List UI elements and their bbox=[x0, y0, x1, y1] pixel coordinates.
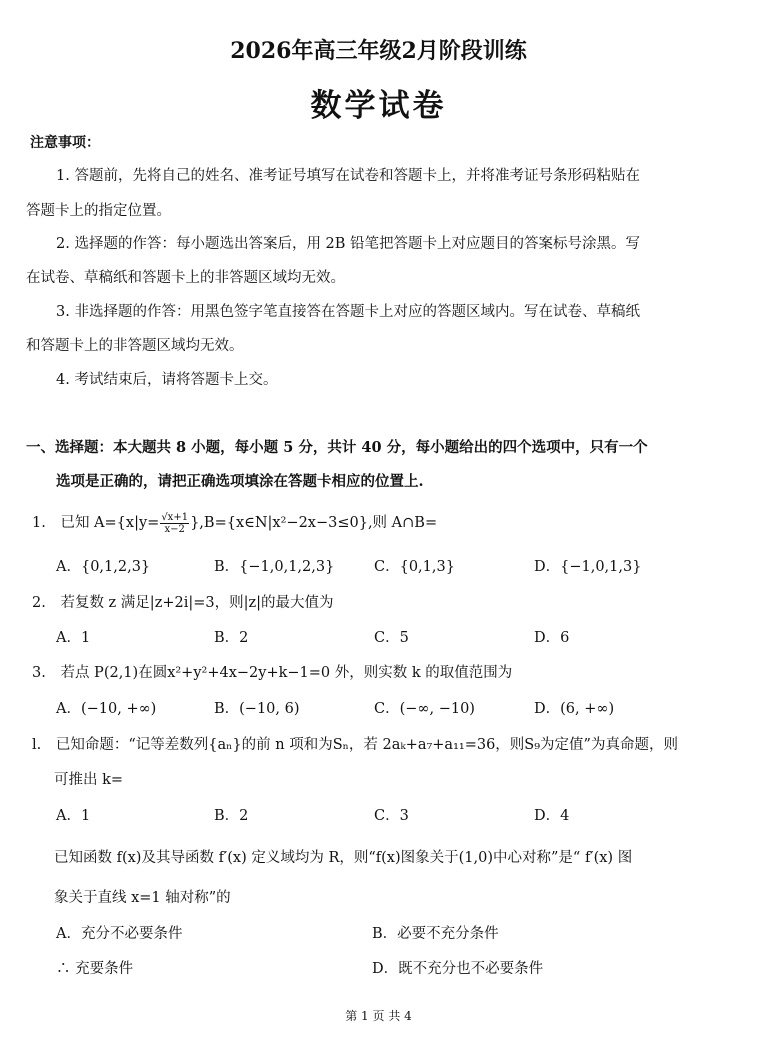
notice-heading: 注意事项： bbox=[30, 135, 100, 151]
option-b: B．必要不充分条件 bbox=[372, 926, 499, 942]
option-c: C．(−∞, −10) bbox=[374, 701, 475, 717]
question-number: 1. bbox=[32, 515, 46, 531]
option-a: A．充分不必要条件 bbox=[56, 926, 183, 942]
option-b: B．(−10, 6) bbox=[214, 701, 300, 717]
question-3 bbox=[32, 661, 512, 682]
option-d: D．6 bbox=[534, 630, 570, 646]
fraction-denominator: x−2 bbox=[164, 523, 185, 535]
option-b: B．{−1,0,1,2,3} bbox=[214, 559, 335, 575]
notice-line: 3. 非选择题的作答：用黑色签字笔直接答在答题卡上对应的答题区域内。写在试卷、草稿纸 bbox=[56, 304, 640, 320]
question-stem-cont: 象关于直线 x=1 轴对称”的 bbox=[54, 890, 231, 906]
question-number: 3. bbox=[32, 665, 46, 681]
notice-line: 2. 选择题的作答：每小题选出答案后，用 2B 铅笔把答题卡上对应题目的答案标号涂黑。写 bbox=[56, 236, 641, 252]
option-c: C．5 bbox=[374, 630, 409, 646]
notice-line: 和答题卡上的非答题区域均无效。 bbox=[26, 338, 244, 354]
fraction bbox=[160, 512, 189, 535]
question-stem-cont: 可推出 k= bbox=[54, 772, 124, 788]
question-stem: 若点 P(2,1)在圆x²+y²+4x−2y+k−1=0 外，则实数 k 的取值范围为 bbox=[60, 665, 513, 681]
section-heading-cont: 选项是正确的，请把正确选项填涂在答题卡相应的位置上. bbox=[56, 473, 424, 490]
question-1 bbox=[32, 511, 437, 535]
question-5: 已知函数 f(x)及其导函数 f′(x) 定义域均为 R，则“f(x)图象关于(1,0)中心对称”是“ f′(x) 图 bbox=[54, 850, 633, 866]
option-d: D．4 bbox=[534, 808, 570, 824]
option-d: D．既不充分也不必要条件 bbox=[372, 961, 544, 977]
option-a: A．1 bbox=[56, 630, 91, 646]
question-4 bbox=[32, 733, 678, 754]
option-b: B．2 bbox=[214, 630, 249, 646]
fraction-numerator: √x+1 bbox=[161, 511, 189, 523]
page-number: 第 1 页 共 4 bbox=[345, 1009, 412, 1023]
notice-line: 在试卷、草稿纸和答题卡上的非答题区域均无效。 bbox=[26, 270, 345, 286]
option-d: D．(6, +∞) bbox=[534, 701, 615, 717]
option-a: A．(−10, +∞) bbox=[56, 701, 157, 717]
exam-title: 2026年高三年级2月阶段训练 bbox=[230, 38, 527, 64]
option-c: C．3 bbox=[374, 808, 409, 824]
notice-line: 1. 答题前，先将自己的姓名、准考证号填写在试卷和答题卡上，并将准考证号条形码粘贴在 bbox=[56, 168, 640, 184]
option-a: A．{0,1,2,3} bbox=[56, 559, 151, 575]
question-stem: 若复数 z 满足|z+2i|=3，则|z|的最大值为 bbox=[60, 595, 334, 611]
question-number: 2. bbox=[32, 595, 46, 611]
question-stem-post: },B={x∈N|x²−2x−3≤0},则 A∩B= bbox=[190, 515, 438, 531]
option-d: D．{−1,0,1,3} bbox=[534, 559, 642, 575]
option-b: B．2 bbox=[214, 808, 249, 824]
section-heading: 一、选择题：本大题共 8 小题，每小题 5 分，共计 40 分，每小题给出的四个选项中，只有一个 bbox=[26, 439, 648, 456]
notice-line: 答题卡上的指定位置。 bbox=[26, 203, 171, 219]
question-2 bbox=[32, 591, 334, 612]
option-c: C．{0,1,3} bbox=[374, 559, 455, 575]
notice-line: 4. 考试结束后，请将答题卡上交。 bbox=[56, 372, 278, 388]
question-stem: 已知命题：“记等差数列{aₙ}的前 n 项和为Sₙ，若 2aₖ+a₇+a₁₁=36，则S₉为定值”为真命题，则 bbox=[55, 737, 678, 753]
option-a: A．1 bbox=[56, 808, 91, 824]
question-stem-pre: 已知 A={x|y= bbox=[60, 515, 160, 531]
exam-subtitle: 数学试卷 bbox=[310, 88, 447, 124]
question-number: l. bbox=[32, 737, 42, 753]
option-c: ∴ 充要条件 bbox=[56, 961, 134, 977]
